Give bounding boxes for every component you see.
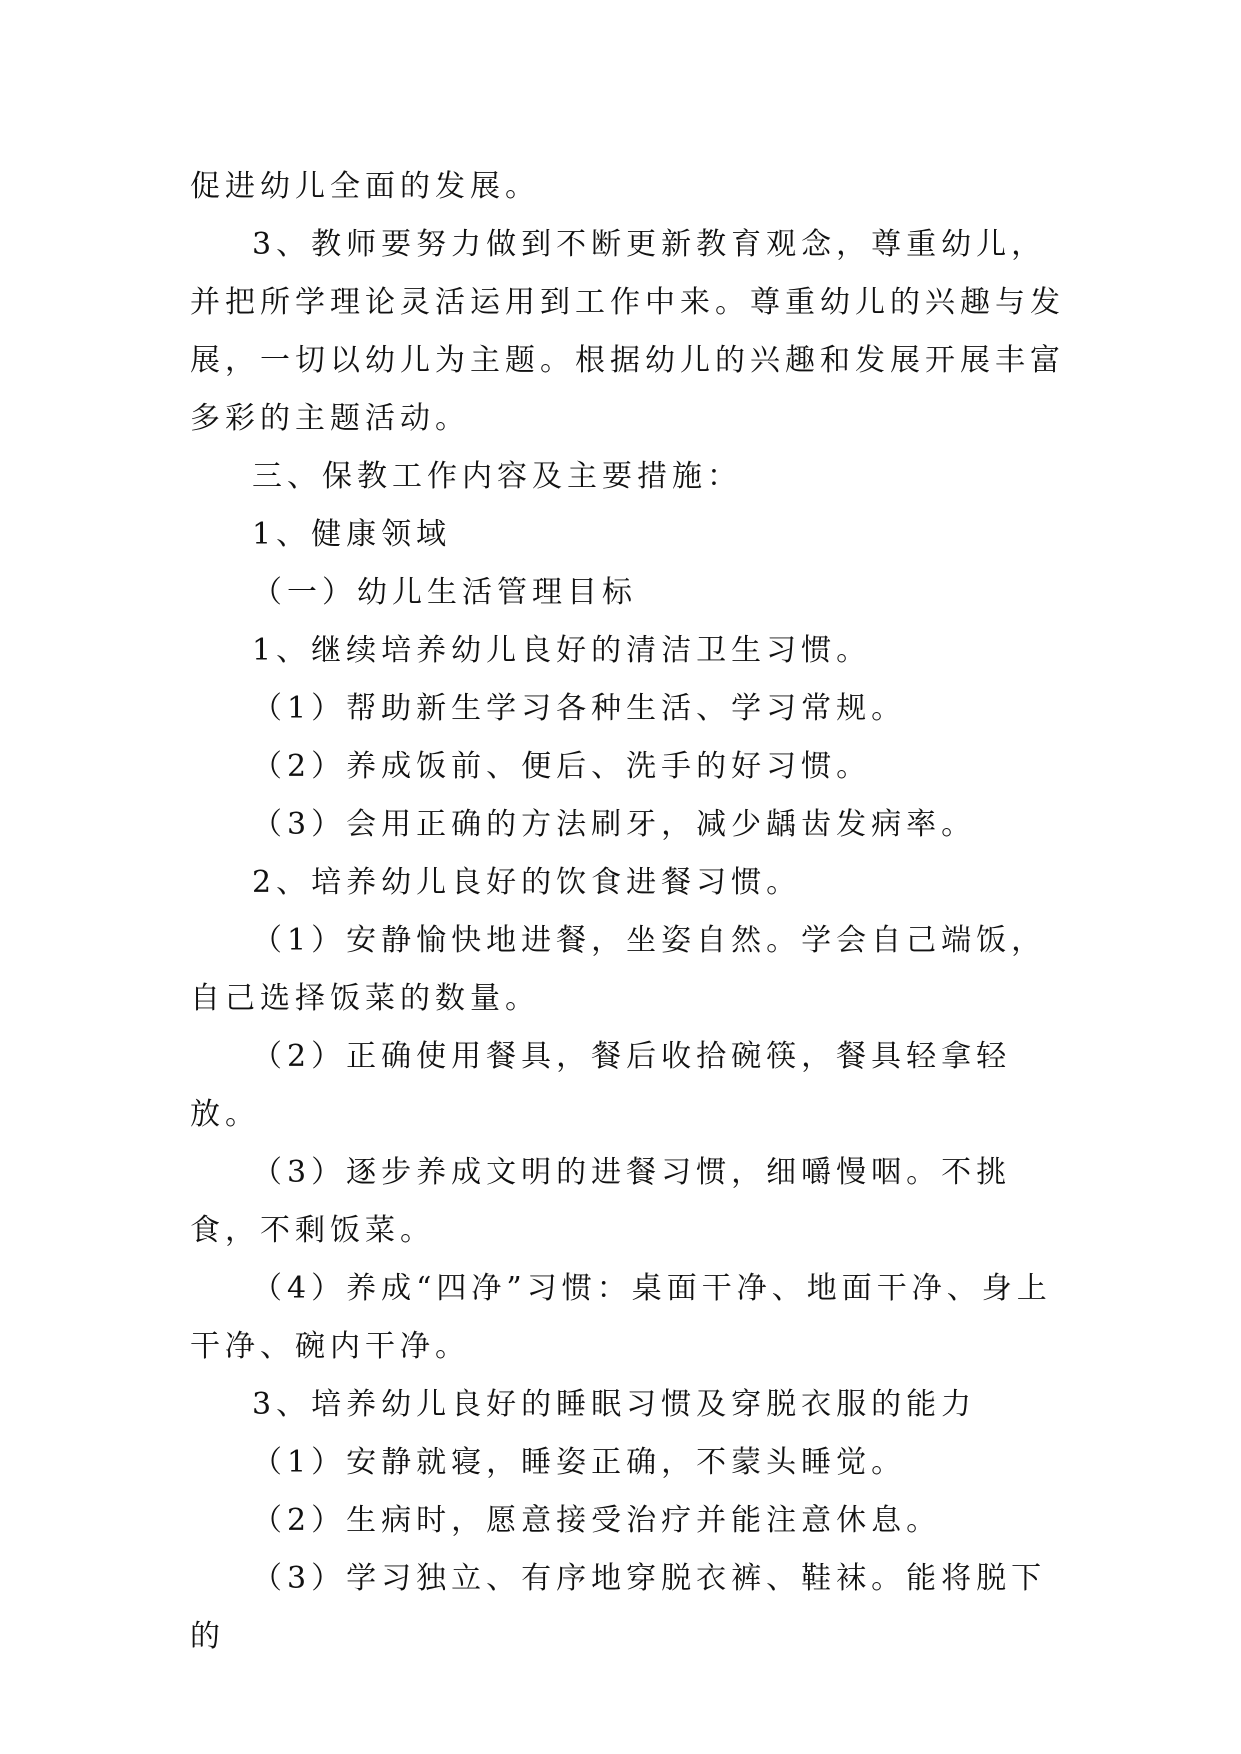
list-item: （1）安静就寝，睡姿正确，不蒙头睡觉。 — [252, 1445, 907, 1480]
list-item: （1）帮助新生学习各种生活、学习常规。 — [252, 691, 907, 726]
paragraph: 促进幼儿全面的发展。 — [190, 169, 540, 204]
list-item: 1、继续培养幼儿良好的清洁卫生习惯。 — [252, 633, 872, 668]
subsection-heading: （一）幼儿生活管理目标 — [252, 575, 637, 610]
list-item: （4）养成“四净”习惯：桌面干净、地面干净、身上干净、碗内干净。 — [190, 1271, 1052, 1364]
section-heading: 三、保教工作内容及主要措施： — [252, 459, 742, 494]
paragraph: 3、教师要努力做到不断更新教育观念，尊重幼儿，并把所学理论灵活运用到工作中来。尊重幼儿的兴趣与发展，一切以幼儿为主题。根据幼儿的兴趣和发展开展丰富多彩的主题活动。 — [190, 227, 1065, 436]
list-item: （2）正确使用餐具，餐后收拾碗筷，餐具轻拿轻放。 — [190, 1039, 1012, 1132]
list-item: （1）安静愉快地进餐，坐姿自然。学会自己端饭，自己选择饭菜的数量。 — [190, 923, 1047, 1016]
subsection-heading: 1、健康领域 — [252, 517, 452, 552]
list-item: 2、培养幼儿良好的饮食进餐习惯。 — [252, 865, 802, 900]
list-item: （3）逐步养成文明的进餐习惯，细嚼慢咽。不挑食，不剩饭菜。 — [190, 1155, 1012, 1248]
list-item: （3）学习独立、有序地穿脱衣裤、鞋袜。能将脱下的 — [190, 1561, 1047, 1654]
document-body — [190, 158, 1070, 1666]
list-item: （3）会用正确的方法刷牙，减少龋齿发病率。 — [252, 807, 977, 842]
list-item: （2）生病时，愿意接受治疗并能注意休息。 — [252, 1503, 942, 1538]
list-item: 3、培养幼儿良好的睡眠习惯及穿脱衣服的能力 — [252, 1387, 977, 1422]
list-item: （2）养成饭前、便后、洗手的好习惯。 — [252, 749, 872, 784]
